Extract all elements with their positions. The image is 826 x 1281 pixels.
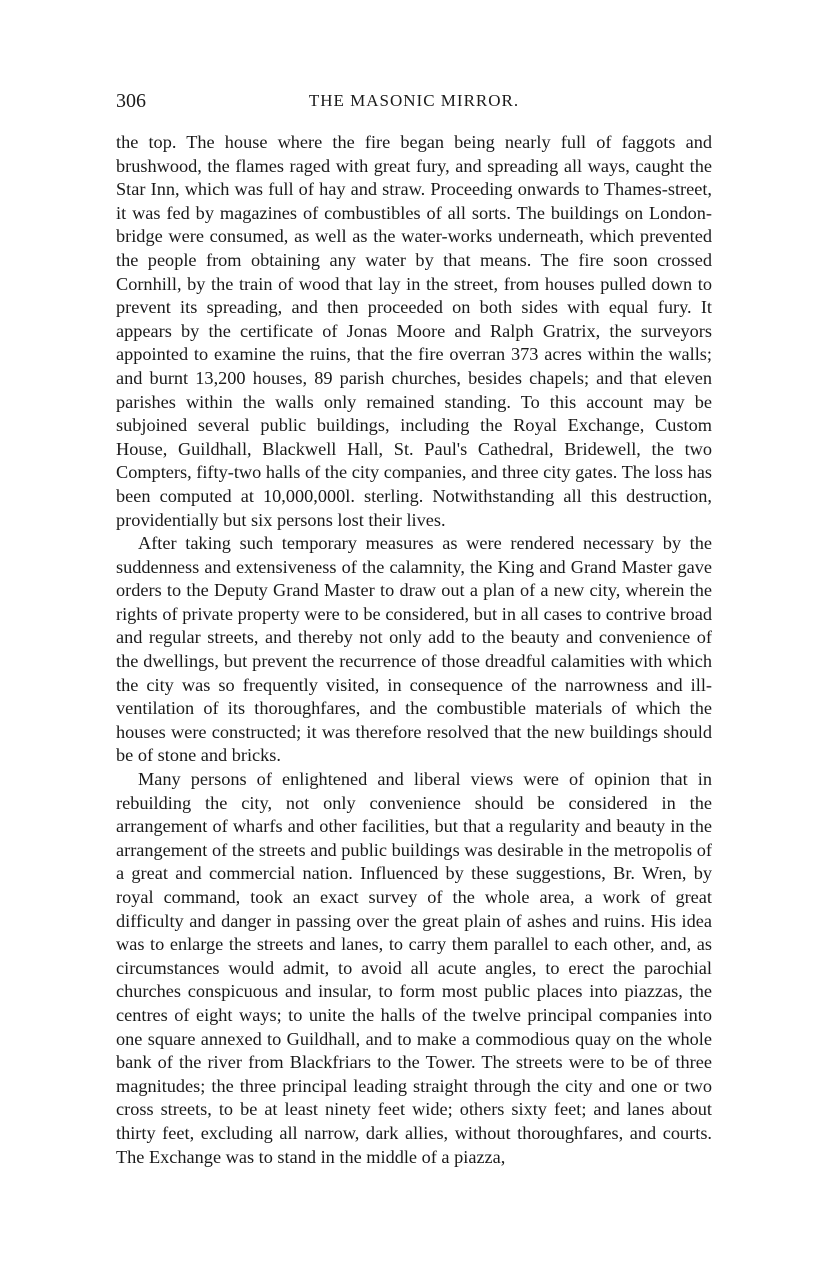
page-header [116,88,712,114]
book-page [116,88,712,1169]
paragraph: Many persons of enlightened and liberal views were of opinion that in rebuilding the city, not only convenience should be considered in the arrangement of wharfs and other facilities, but that a regularity and beauty in the arrangement of the streets and public buildings was desirable in the metropolis of a great and commercial nation. Influenced by these suggestions, Br. Wren, by royal command, took an exact survey of the whole area, a work of great difficulty and danger in passing over the great plain of ashes and ruins. His idea was to enlarge the streets and lanes, to carry them parallel to each other, and, as circumstances would admit, to avoid all acute angles, to erect the parochial churches conspicuous and insular, to form most public places into piazzas, the centres of eight ways; to unite the halls of the twelve principal companies into one square annexed to Guildhall, and to make a commodious quay on the whole bank of the river from Blackfriars to the Tower. The streets were to be of three magnitudes; the three principal leading straight through the city and one or two cross streets, to be at least ninety feet wide; others sixty feet; and lanes about thirty feet, excluding all narrow, dark allies, without thoroughfares, and courts. The Exchange was to stand in the middle of a piazza, [116,769,712,1167]
paragraph-continued: the top. The house where the fire began being nearly full of faggots and brushwood, the flames raged with great fury, and spreading all ways, caught the Star Inn, which was full of hay and straw. Proceeding onwards to Thames-street, it was fed by magazines of combustibles of all sorts. The buildings on London-bridge were consumed, as well as the water-works underneath, which prevented the people from obtaining any water by that means. The fire soon crossed Cornhill, by the train of wood that lay in the street, from houses pulled down to prevent its spreading, and then proceeded on both sides with equal fury. It appears by the certificate of Jonas Moore and Ralph Gratrix, the surveyors appointed to examine the ruins, that the fire overran 373 acres within the walls; and burnt 13,200 houses, 89 parish churches, besides chapels; and that eleven parishes within the walls only remained standing. To this account may be subjoined several public buildings, including the Royal Exchange, Custom House, Guildhall, Blackwell Hall, St. Paul's Cathedral, Bridewell, the two Compters, fifty-two halls of the city companies, and three city gates. The loss has been computed at 10,000,000l. sterling. Notwithstanding all this destruction, providentially but six persons lost their lives. [116,132,712,530]
body-text [116,131,712,1169]
page-number: 306 [116,90,146,112]
paragraph: After taking such temporary measures as were rendered necessary by the suddenness and extensiveness of the calamnity, the King and Grand Master gave orders to the Deputy Grand Master to draw out a plan of a new city, wherein the rights of private property were to be considered, but in all cases to contrive broad and regular streets, and thereby not only add to the beauty and convenience of the dwellings, but prevent the recurrence of those dreadful calamities with which the city was so frequently visited, in consequence of the narrowness and ill-ventilation of its thoroughfares, and the combustible materials of which the houses were constructed; it was therefore resolved that the new buildings should be of stone and bricks. [116,533,712,766]
running-title: THE MASONIC MIRROR. [308,91,520,110]
